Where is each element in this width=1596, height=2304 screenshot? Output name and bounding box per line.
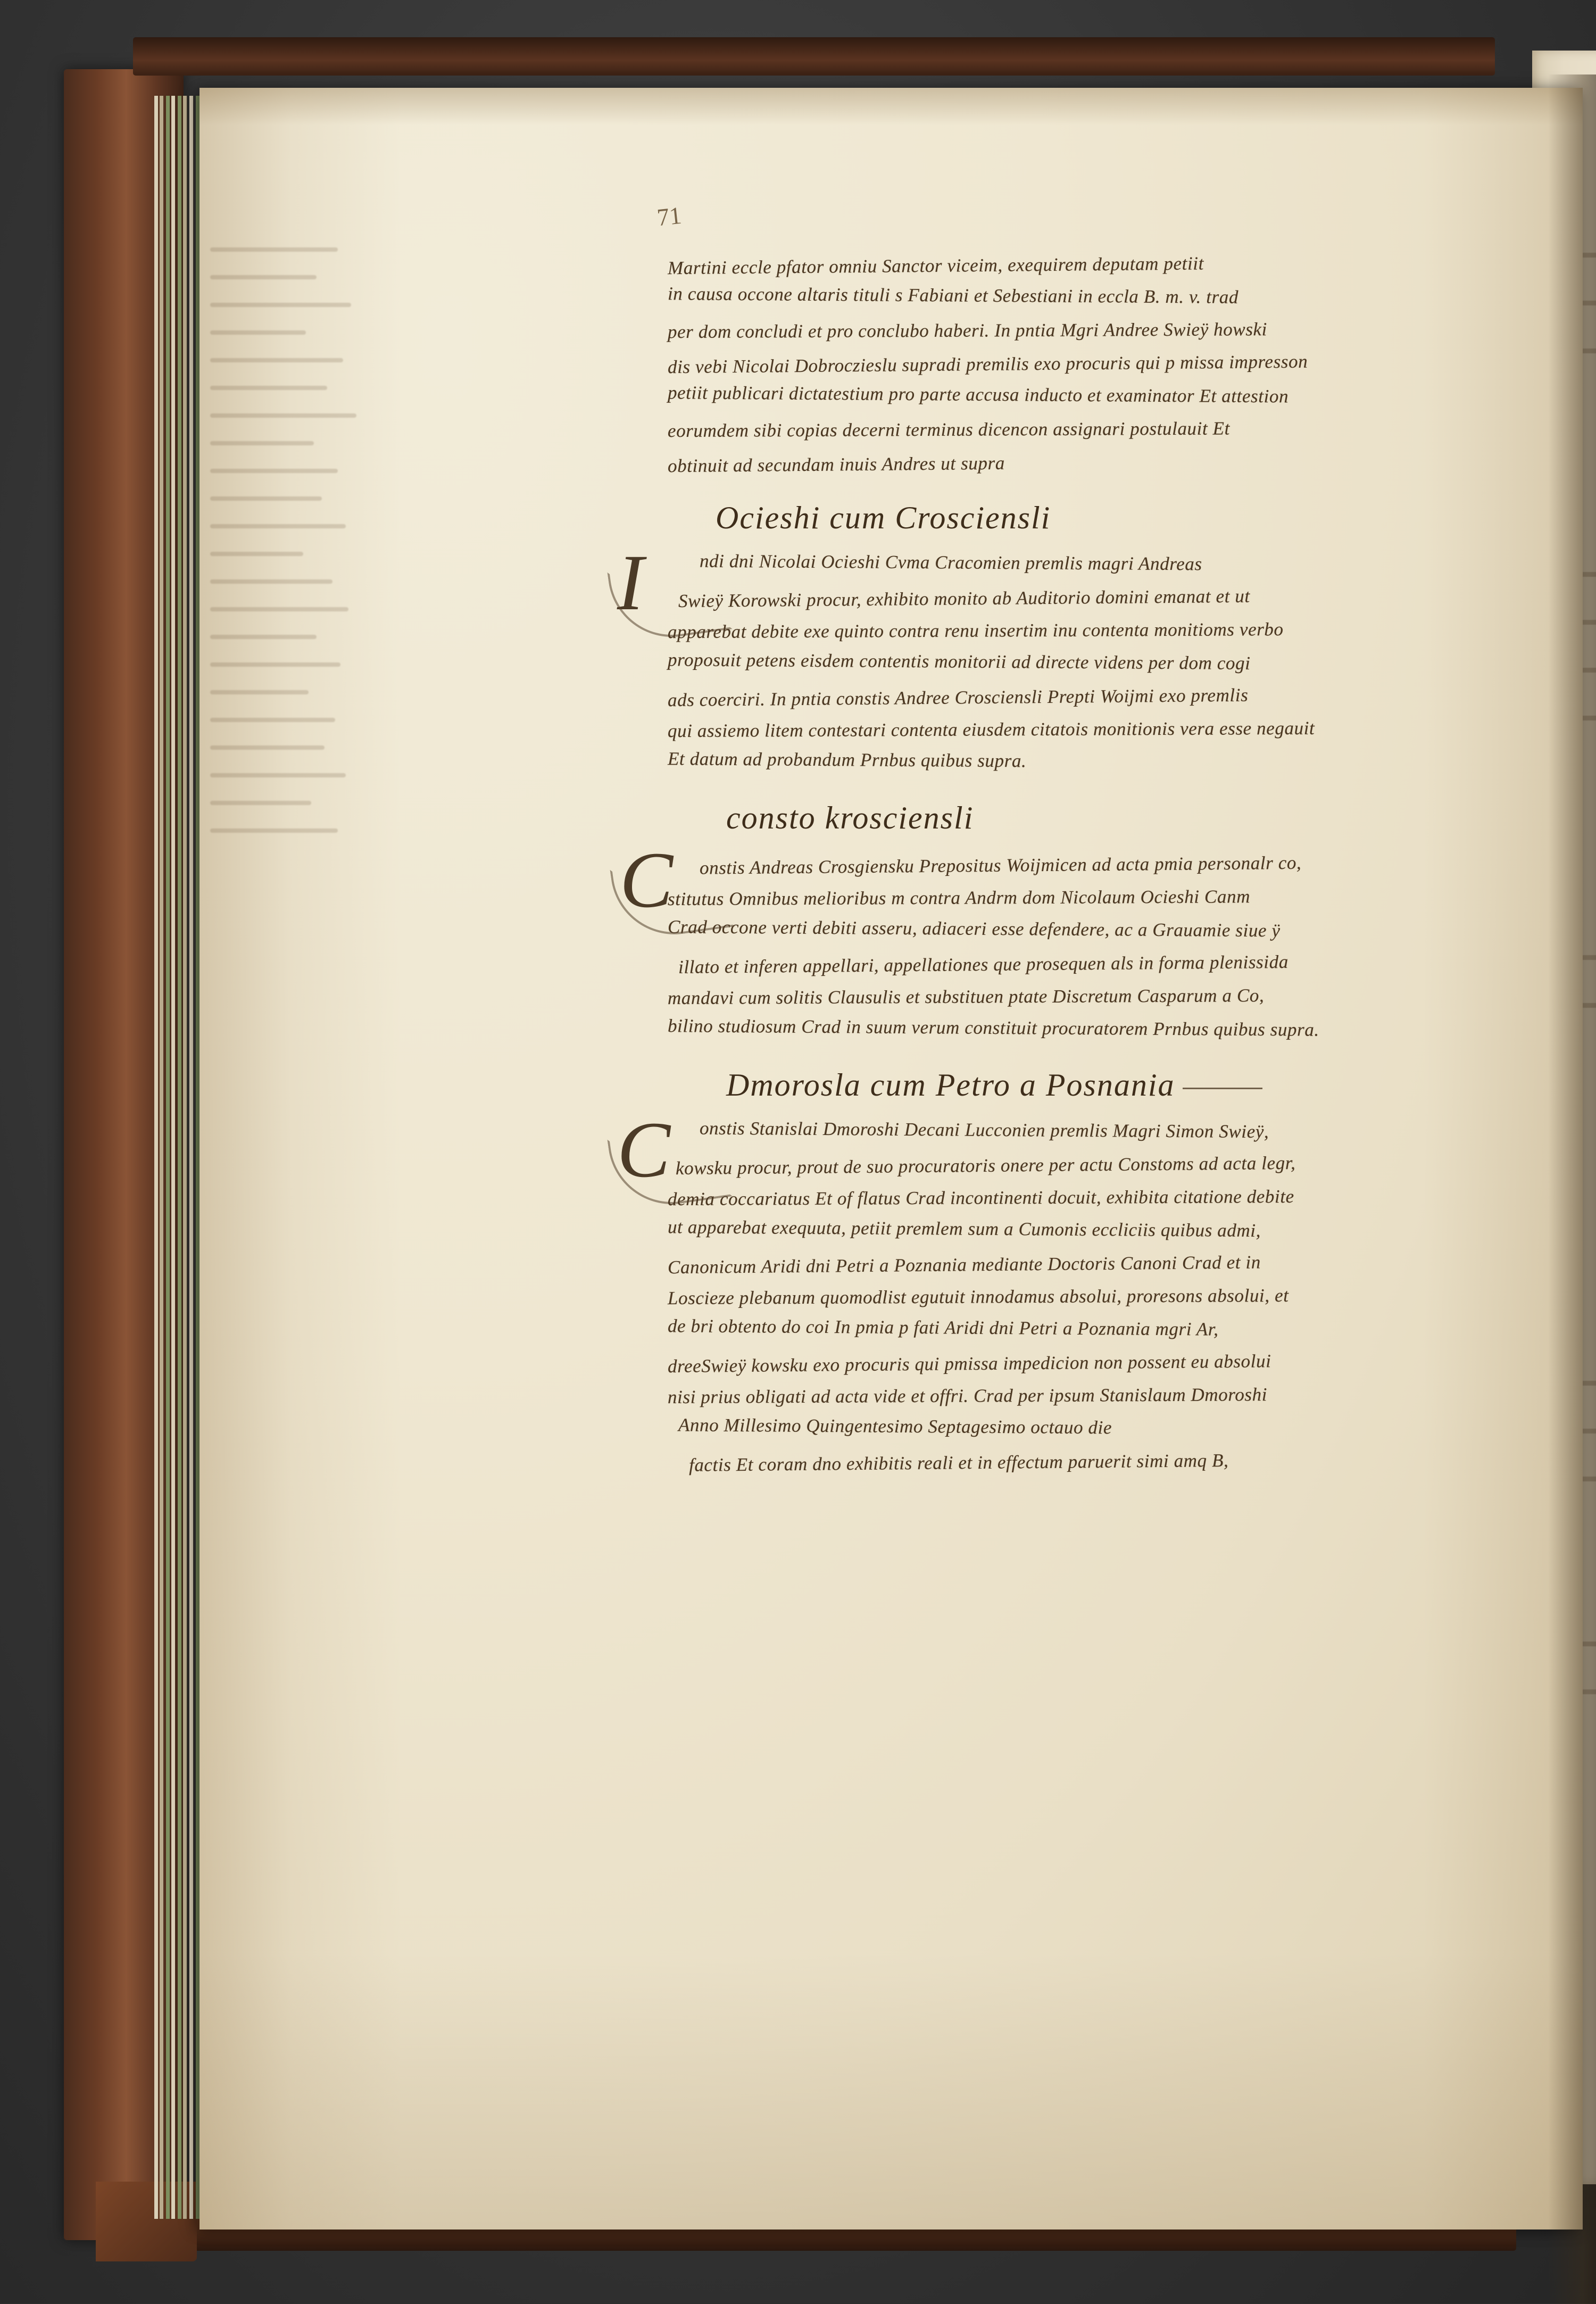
- section-heading: [668, 1059, 1596, 1110]
- text-line: onstis Stanislai Dmoroshi Decani Lucconien premlis Magri Simon Swieÿ,: [699, 1117, 1269, 1142]
- text-line: de bri obtento do coi In pmia p fati Aridi dni Petri a Poznania mgri Ar,: [667, 1315, 1219, 1340]
- text-line: factis Et coram dno exhibitis reali et in effectum paruerit simi amq B,: [688, 1450, 1229, 1476]
- initial-capital: [617, 538, 644, 627]
- section-heading-text: Dmorosla cum Petro a Posnania: [726, 1067, 1175, 1103]
- text-line: petiit publicari dictatestium pro parte accusa inducto et examinator Et attestion: [667, 382, 1289, 407]
- page-showthrough-text: [210, 247, 386, 1950]
- text-line: dis vebi Nicolai Dobroczieslu supradi premilis exo procuris qui p missa impresson: [667, 351, 1308, 378]
- text-line: demia coccariatus Et of flatus Crad incontinenti docuit, exhibita citatione debite: [667, 1186, 1294, 1210]
- manuscript-page: [200, 88, 1583, 2230]
- book-gutter-shadow: [1548, 74, 1596, 2304]
- section-heading: Ocieshi cum Crosciensli: [716, 500, 1051, 535]
- initial-capital: [617, 1106, 671, 1194]
- section-consto-krosciensli: [620, 792, 1596, 1046]
- text-line: onstis Andreas Crosgiensku Prepositus Woijmicen ad acta pmia personalr co,: [699, 852, 1302, 878]
- initial-capital-letter: C: [620, 836, 674, 924]
- text-line: Canonicum Aridi dni Petri a Poznania mediante Doctoris Canoni Crad et in: [667, 1252, 1261, 1278]
- text-line: Loscieze plebanum quomodlist egutuit innodamus absolui, proresons absolui, et: [667, 1285, 1289, 1309]
- text-line: Crad occone verti debiti asseru, adiaceri esse defendere, ac a Grauamie siue ÿ: [667, 916, 1281, 941]
- text-line: bilino studiosum Crad in suum verum constituit procuratorem Prnbus quibus supra.: [667, 1015, 1319, 1040]
- heading-rule: [1183, 1088, 1262, 1089]
- text-line: mandavi cum solitis Clausulis et substituen ptate Discretum Casparum a Co,: [667, 985, 1265, 1009]
- book-cover-top-edge: [133, 37, 1495, 76]
- book-volume: [64, 37, 1548, 2267]
- section-heading: consto krosciensli: [726, 800, 974, 835]
- text-line: obtinuit ad secundam inuis Andres ut supra: [667, 452, 1005, 477]
- text-line: proposuit petens eisdem contentis monitorii ad directe videns per dom cogi: [667, 649, 1251, 674]
- page-stain-bottom: [200, 1953, 1583, 2230]
- text-line: apparebat debite exe quinto contra renu insertim inu contenta monitioms verbo: [667, 619, 1284, 643]
- page-text-body: [617, 247, 1596, 1478]
- text-line: dreeSwieÿ kowsku exo procuris qui pmissa impedicion non possent eu absolui: [667, 1350, 1271, 1377]
- text-line: in causa occone altaris tituli s Fabiani et Sebestiani in eccla B. m. v. trad: [667, 283, 1239, 308]
- initial-capital-letter: C: [617, 1106, 671, 1194]
- section-dmorosla-cum-petro-a-posnania: [617, 1059, 1596, 1478]
- text-line: ndi dni Nicolai Ocieshi Cvma Cracomien premlis magri Andreas: [699, 550, 1202, 575]
- text-line: illato et inferen appellari, appellationes que prosequen als in forma plenissida: [678, 951, 1289, 978]
- text-line: stitutus Omnibus melioribus m contra Andrm dom Nicolaum Ocieshi Canm: [667, 886, 1251, 910]
- text-line: Et datum ad probandum Prnbus quibus supra.: [667, 748, 1027, 772]
- text-line: eorumdem sibi copias decerni terminus dicencon assignari postulauit Et: [667, 418, 1230, 442]
- text-line: kowsku procur, prout de suo procuratoris onere per actu Constoms ad acta legr,: [675, 1152, 1296, 1179]
- paragraph-opening: [668, 247, 1596, 478]
- section-ocieshi-cum-crosciensli: [617, 492, 1596, 778]
- text-line: ads coerciri. In pntia constis Andree Crosciensli Prepti Woijmi exo premlis: [667, 684, 1249, 711]
- text-line: nisi prius obligati ad acta vide et offri. Crad per ipsum Stanislaum Dmoroshi: [667, 1384, 1268, 1408]
- folio-number: 71: [655, 201, 683, 231]
- text-line: qui assiemo litem contestari contenta eiusdem citatois monitionis vera esse negauit: [667, 717, 1315, 742]
- initial-capital-letter: I: [617, 538, 644, 627]
- text-line: ut apparebat exequuta, petiit premlem sum a Cumonis eccliciis quibus admi,: [667, 1216, 1261, 1241]
- page-top-edge-shading: [200, 88, 1583, 125]
- text-line: Swieÿ Korowski procur, exhibito monito ab Auditorio domini emanat et ut: [678, 585, 1250, 612]
- text-line: Anno Millesimo Quingentesimo Septagesimo octauo die: [678, 1414, 1112, 1438]
- initial-capital: [620, 836, 674, 924]
- text-line: per dom concludi et pro conclubo haberi. In pntia Mgri Andree Swieÿ howski: [667, 319, 1268, 343]
- text-line: Martini eccle pfator omniu Sanctor viceim, exequirem deputam petiit: [667, 253, 1204, 279]
